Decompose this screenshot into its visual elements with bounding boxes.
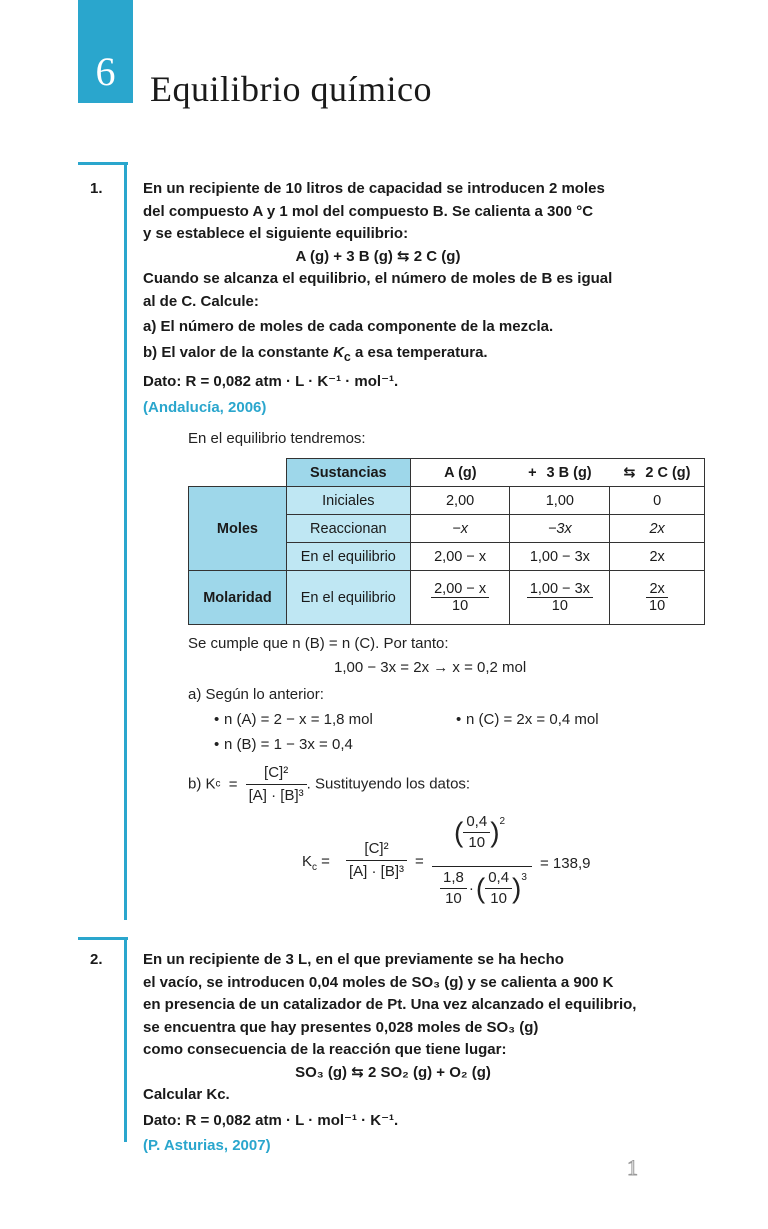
- cell-mol-a: [410, 571, 510, 625]
- f-dot: ·: [468, 879, 474, 897]
- q2-calc: Calcular Kc.: [143, 1086, 230, 1103]
- mol-b-num: 1,00 − 3x: [527, 581, 593, 598]
- solution-1-bullet-c: • n (C) = 2x = 0,4 mol: [456, 711, 599, 728]
- q2-line-1: En un recipiente de 3 L, en el que previamente se ha hecho: [143, 951, 564, 968]
- solution-1-bullet-b: • n (B) = 1 − 3x = 0,4: [214, 736, 353, 753]
- q1-line-4: Cuando se alcanza el equilibrio, el número de moles de B es igual: [143, 270, 613, 287]
- cell-ini-b: 1,00: [510, 487, 610, 515]
- th-plus: +: [528, 464, 537, 481]
- b-equals: =: [228, 775, 238, 793]
- cell-ini-a: 2,00: [410, 487, 510, 515]
- f-k-sub: c: [312, 862, 318, 873]
- f-bot-num-2: 0,4: [485, 868, 512, 889]
- q1-item-b-sub: c: [343, 349, 351, 364]
- b-post: . Sustituyendo los datos:: [306, 775, 471, 793]
- b-k-label: b) K: [188, 775, 216, 793]
- q1-dato: Dato: R = 0,082 atm · L · K⁻¹ · mol⁻¹.: [143, 373, 399, 390]
- bullet-b-text: n (B) = 1 − 3x = 0,4: [224, 736, 353, 753]
- mol-a-den: 10: [452, 598, 469, 614]
- mol-c-num: 2x: [646, 581, 668, 598]
- cell-en-eq-mol: En el equilibrio: [286, 571, 410, 625]
- cell-mol-b: [510, 571, 610, 625]
- formula-kc-label: $K_c$ =: [302, 853, 330, 873]
- th-sustancias: Sustancias: [286, 459, 410, 487]
- cell-mol-c: [610, 571, 705, 625]
- equilibrium-table: [188, 458, 705, 625]
- q1-line-1: En un recipiente de 10 litros de capacidad se introducen 2 moles: [143, 180, 605, 197]
- question-2-bar: [124, 937, 127, 1142]
- formula-kc-fraction: [346, 838, 407, 883]
- f-top-num: 0,4: [463, 812, 490, 833]
- q2-line-2: el vacío, se introducen 0,04 moles de SO₃ (g) y se calienta a 900 K: [143, 973, 614, 991]
- formula-top: ( $\frac{0,4}{10}$ )$^2$: [454, 813, 506, 851]
- q2-line-3: en presencia de un catalizador de Pt. Una vez alcanzado el equilibrio,: [143, 996, 637, 1013]
- q2-line-5: como consecuencia de la reacción que tiene lugar:: [143, 1041, 507, 1058]
- bullet-a-text: n (A) = 2 − x = 1,8 mol: [224, 711, 373, 728]
- chapter-title: Equilibrio químico: [150, 69, 432, 109]
- cell-eq-a: 2,00 − x: [410, 543, 510, 571]
- th-c: [610, 459, 705, 487]
- formula-equals: =: [415, 853, 424, 870]
- th-c-label: 2 C (g): [645, 464, 691, 481]
- chapter-number-box: [78, 0, 133, 103]
- mol-a-num: 2,00 − x: [431, 581, 489, 598]
- th-b-label: 3 B (g): [546, 464, 592, 481]
- q1-item-b-pre: b) El valor de la constante: [143, 343, 334, 361]
- f-exp3: 3: [521, 872, 527, 883]
- q1-item-b-post: a esa temperatura.: [350, 343, 488, 361]
- f-bot-den-1: 10: [445, 890, 462, 907]
- b-k-sub: c: [215, 778, 221, 790]
- mol-b-den: 10: [551, 598, 568, 614]
- q1-line-2: del compuesto A y 1 mol del compuesto B. Se calienta a 300 °C: [143, 202, 594, 220]
- solution-1-cumple: Se cumple que n (B) = n (C). Por tanto:: [188, 635, 449, 652]
- cell-reaccionan: Reaccionan: [286, 515, 410, 543]
- f-kc-num: [C]²: [346, 838, 407, 861]
- kc-numerator: [C]²: [246, 762, 307, 785]
- solution-1-equation: 1,00 − 3x = 2x → x = 0,2 mol: [334, 659, 527, 676]
- cell-iniciales: Iniciales: [286, 487, 410, 515]
- row-molaridad: Molaridad: [189, 571, 287, 625]
- row-moles: Moles: [189, 487, 287, 571]
- th-a: A (g): [410, 459, 510, 487]
- question-1-number: 1.: [90, 180, 103, 197]
- q2-line-4: se encuentra que hay presentes 0,028 moles de SO₃ (g): [143, 1018, 539, 1036]
- solution-1-intro: En el equilibrio tendremos:: [188, 430, 366, 447]
- divider-top: [78, 162, 128, 165]
- page-number: 1: [627, 1155, 638, 1180]
- solution-1-bullet-a: • n (A) = 2 − x = 1,8 mol: [214, 711, 373, 728]
- formula-main-bar: [432, 866, 532, 867]
- divider-q2: [78, 937, 128, 940]
- f-k: K: [302, 853, 313, 870]
- f-kc-den: [A] · [B]³: [349, 863, 405, 880]
- q2-reaction: SO₃ (g) ⇆ 2 SO₂ (g) + O₂ (g): [295, 1063, 491, 1081]
- bullet-c-text: n (C) = 2x = 0,4 mol: [466, 711, 599, 728]
- solution-1-a-intro: a) Según lo anterior:: [188, 686, 324, 703]
- mol-c-den: 10: [649, 598, 666, 614]
- th-b: [510, 459, 610, 487]
- question-2-number: 2.: [90, 951, 103, 968]
- kc-denominator: [A] · [B]³: [248, 787, 304, 804]
- q1-source: (Andalucía, 2006): [143, 398, 267, 416]
- cell-rea-a: −x: [410, 515, 510, 543]
- f-exp2: 2: [499, 816, 506, 827]
- q1-item-a: a) El número de moles de cada componente de la mezcla.: [143, 318, 554, 335]
- q1-reaction: A (g) + 3 B (g) ⇆ 2 C (g): [295, 247, 461, 265]
- cell-eq-c: 2x: [610, 543, 705, 571]
- solution-1-b: [188, 762, 470, 807]
- q2-dato: Dato: R = 0,082 atm · L · mol⁻¹ · K⁻¹.: [143, 1111, 399, 1129]
- q1-item-b-k: K: [333, 343, 344, 361]
- f-bot-den-2: 10: [490, 890, 507, 907]
- formula-result: = 138,9: [540, 855, 591, 872]
- question-2: [143, 949, 673, 1158]
- q1-item-b: [143, 342, 673, 369]
- f-bot-num-1: 1,8: [440, 868, 467, 889]
- cell-en-eq: En el equilibrio: [286, 543, 410, 571]
- cell-ini-c: 0: [610, 487, 705, 515]
- cell-rea-c: 2x: [610, 515, 705, 543]
- q1-line-3: y se establece el siguiente equilibrio:: [143, 225, 409, 242]
- q1-line-5: al de C. Calcule:: [143, 292, 259, 310]
- question-1-bar: [124, 162, 127, 920]
- question-1: [143, 178, 673, 419]
- q2-source: (P. Asturias, 2007): [143, 1137, 271, 1154]
- formula-bottom: $\frac{1,8}{10}$ ·( $\frac{0,4}{10}$ )$^3$: [440, 868, 527, 909]
- th-arrow: ⇆: [623, 464, 636, 481]
- cell-rea-b: −3x: [510, 515, 610, 543]
- cell-eq-b: 1,00 − 3x: [510, 543, 610, 571]
- chapter-number: 6: [95, 49, 116, 94]
- f-top-den: 10: [468, 834, 486, 851]
